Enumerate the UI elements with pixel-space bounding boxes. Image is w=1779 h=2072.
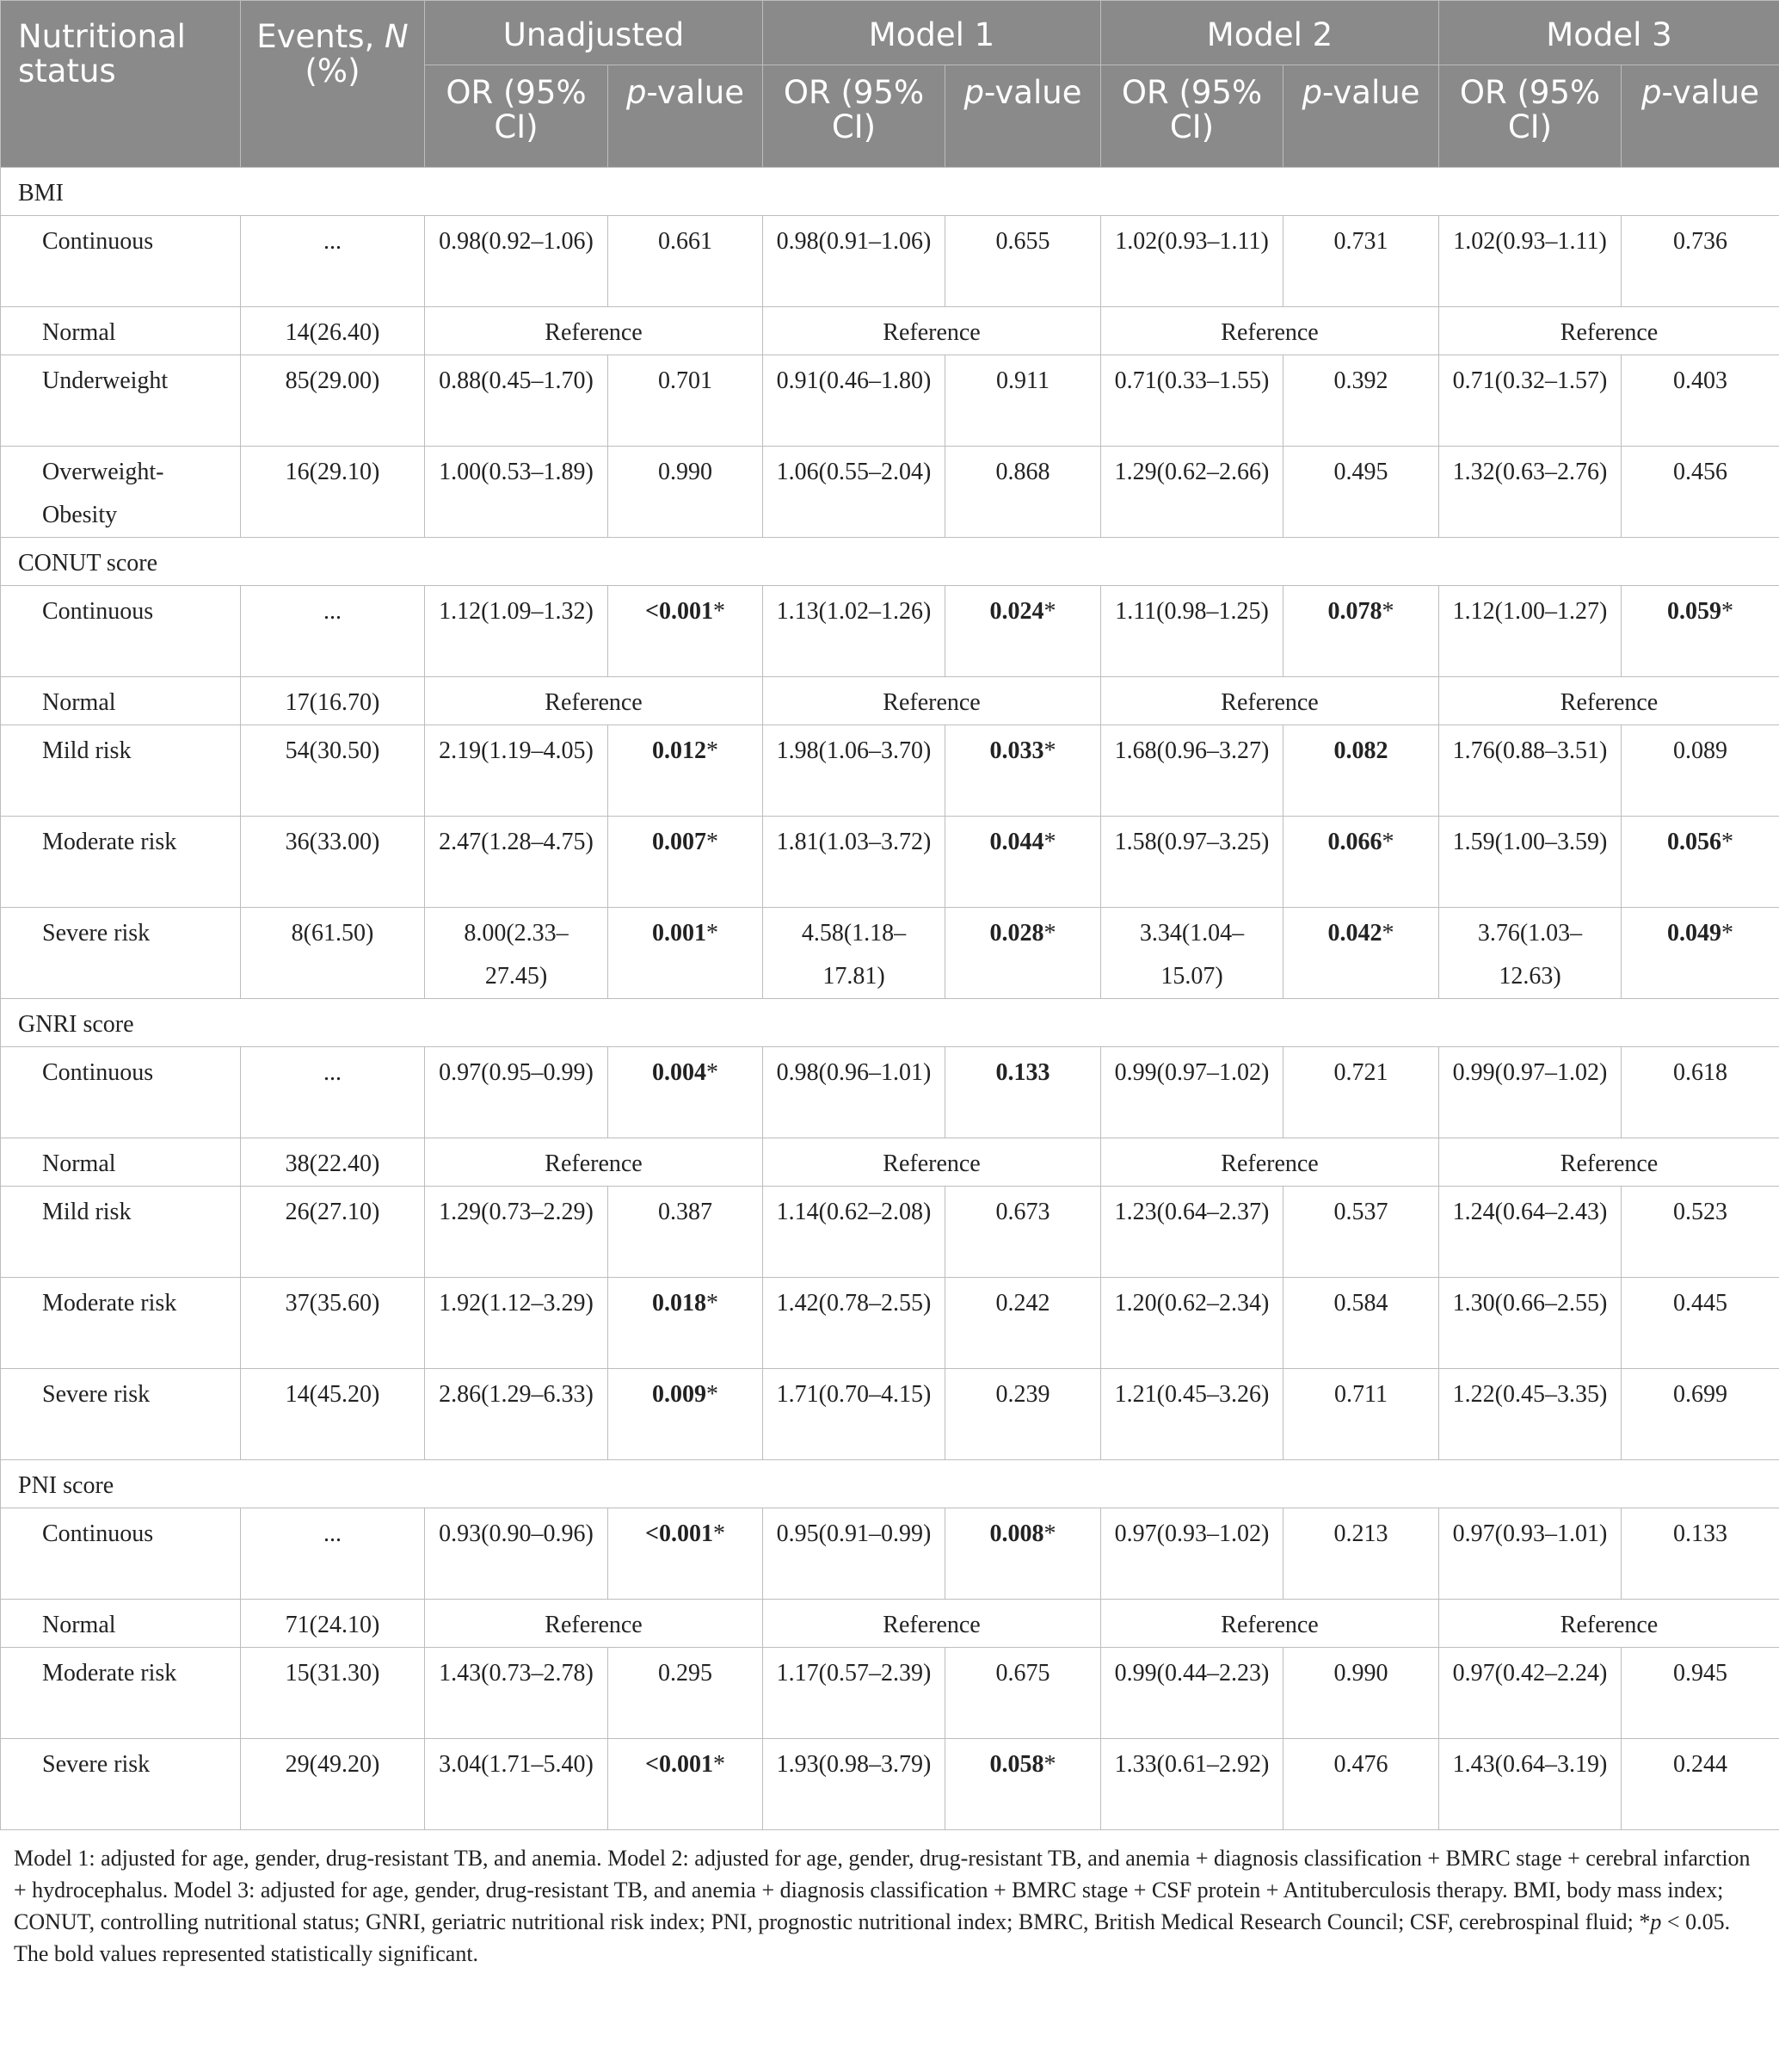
p-value-cell <box>1283 817 1439 908</box>
p-value: 0.042 <box>1327 920 1382 947</box>
or-cell: 0.99(0.97–1.02) <box>1101 1047 1283 1138</box>
p-value-cell <box>1283 908 1439 999</box>
events-cell: 37(35.60) <box>241 1278 425 1369</box>
p-value: 0.059 <box>1667 598 1721 625</box>
or-cell: 0.98(0.91–1.06) <box>763 216 945 307</box>
significance-star: * <box>712 1520 725 1547</box>
significance-star: * <box>1043 1751 1056 1778</box>
table-body <box>1 168 1779 1830</box>
or-cell: 0.98(0.92–1.06) <box>425 216 608 307</box>
header-model-3: Model 3 <box>1439 1 1779 65</box>
p-value: 0.721 <box>1333 1059 1388 1086</box>
events-cell: 26(27.10) <box>241 1187 425 1278</box>
table-row <box>1 1739 1779 1830</box>
p-value: 0.133 <box>1673 1520 1727 1547</box>
events-cell: ... <box>241 586 425 677</box>
p-value-cell <box>1622 817 1779 908</box>
or-cell: 1.93(0.98–3.79) <box>763 1739 945 1830</box>
subheader-p-value: p-value <box>1622 65 1779 168</box>
p-value-cell <box>945 1739 1101 1830</box>
reference-cell: Reference <box>1101 677 1439 725</box>
p-value-cell <box>945 817 1101 908</box>
significance-star: * <box>1382 829 1394 855</box>
subheader-or: OR (95% CI) <box>1101 65 1283 168</box>
events-cell: ... <box>241 1508 425 1600</box>
row-label: Continuous <box>1 216 241 307</box>
reference-cell: Reference <box>1439 1138 1779 1187</box>
significance-star: * <box>706 1290 718 1317</box>
header-model-unadjusted: Unadjusted <box>425 1 763 65</box>
or-cell: 0.71(0.33–1.55) <box>1101 355 1283 447</box>
reference-cell: Reference <box>1439 677 1779 725</box>
events-cell: 15(31.30) <box>241 1648 425 1739</box>
p-value: 0.242 <box>995 1290 1050 1317</box>
or-cell: 0.95(0.91–0.99) <box>763 1508 945 1600</box>
table-row <box>1 1648 1779 1739</box>
p-value-cell <box>945 908 1101 999</box>
p-value-cell <box>608 1648 763 1739</box>
p-value: 0.731 <box>1333 228 1388 255</box>
or-cell: 0.99(0.97–1.02) <box>1439 1047 1622 1138</box>
events-cell: 36(33.00) <box>241 817 425 908</box>
p-value-cell <box>1622 1187 1779 1278</box>
p-value: 0.133 <box>995 1059 1050 1086</box>
p-value-cell <box>1622 1278 1779 1369</box>
reference-cell: Reference <box>1439 1600 1779 1648</box>
p-value-cell <box>608 586 763 677</box>
or-cell: 3.76(1.03–12.63) <box>1439 908 1622 999</box>
p-value: 0.655 <box>995 228 1050 255</box>
table-row <box>1 1047 1779 1138</box>
significance-star: * <box>706 920 718 947</box>
or-cell: 1.02(0.93–1.11) <box>1101 216 1283 307</box>
p-value: 0.392 <box>1333 367 1388 394</box>
events-cell: 54(30.50) <box>241 725 425 817</box>
p-value: 0.056 <box>1667 829 1721 855</box>
row-label: Continuous <box>1 1508 241 1600</box>
or-cell: 1.11(0.98–1.25) <box>1101 586 1283 677</box>
events-cell: 38(22.40) <box>241 1138 425 1187</box>
p-value-cell <box>1283 1187 1439 1278</box>
or-cell: 0.88(0.45–1.70) <box>425 355 608 447</box>
or-cell: 0.98(0.96–1.01) <box>763 1047 945 1138</box>
subheader-p-value: p-value <box>1283 65 1439 168</box>
p-value-cell <box>1283 1369 1439 1460</box>
p-value: 0.456 <box>1673 459 1727 485</box>
reference-cell: Reference <box>1101 1138 1439 1187</box>
or-cell: 1.24(0.64–2.43) <box>1439 1187 1622 1278</box>
p-value-cell <box>945 586 1101 677</box>
significance-star: * <box>1043 829 1056 855</box>
reference-cell: Reference <box>763 1138 1101 1187</box>
p-value-cell <box>1283 1508 1439 1600</box>
p-value: 0.736 <box>1673 228 1727 255</box>
or-cell: 1.13(1.02–1.26) <box>763 586 945 677</box>
header-events: Events, N (%) <box>241 1 425 168</box>
significance-star: * <box>1721 920 1733 947</box>
or-cell: 1.14(0.62–2.08) <box>763 1187 945 1278</box>
or-cell: 1.43(0.73–2.78) <box>425 1648 608 1739</box>
table-row <box>1 908 1779 999</box>
significance-star: * <box>1043 598 1056 625</box>
p-value-cell <box>1283 447 1439 538</box>
significance-star: * <box>706 829 718 855</box>
p-value: 0.584 <box>1333 1290 1388 1317</box>
p-value-cell <box>1622 1739 1779 1830</box>
reference-cell: Reference <box>425 677 763 725</box>
significance-star: * <box>1043 920 1056 947</box>
significance-star: * <box>706 1059 718 1086</box>
significance-star: * <box>706 737 718 764</box>
or-cell: 1.02(0.93–1.11) <box>1439 216 1622 307</box>
significance-star: * <box>712 1751 725 1778</box>
p-value: 0.244 <box>1673 1751 1727 1778</box>
or-cell: 1.32(0.63–2.76) <box>1439 447 1622 538</box>
or-cell: 4.58(1.18–17.81) <box>763 908 945 999</box>
p-value-cell <box>608 725 763 817</box>
or-cell: 0.97(0.93–1.02) <box>1101 1508 1283 1600</box>
p-value: 0.008 <box>989 1520 1044 1547</box>
subheader-or: OR (95% CI) <box>425 65 608 168</box>
p-value: 0.618 <box>1673 1059 1727 1086</box>
p-value: 0.018 <box>652 1290 706 1317</box>
group-row <box>1 168 1779 216</box>
or-cell: 0.71(0.32–1.57) <box>1439 355 1622 447</box>
row-label: Severe risk <box>1 1739 241 1830</box>
or-cell: 1.06(0.55–2.04) <box>763 447 945 538</box>
or-cell: 0.91(0.46–1.80) <box>763 355 945 447</box>
p-value: 0.387 <box>658 1199 712 1225</box>
row-label: Normal <box>1 1138 241 1187</box>
table-row <box>1 447 1779 538</box>
p-value-cell <box>1622 1047 1779 1138</box>
row-label: Normal <box>1 677 241 725</box>
group-title: CONUT score <box>1 538 1779 586</box>
events-cell: 71(24.10) <box>241 1600 425 1648</box>
or-cell: 2.19(1.19–4.05) <box>425 725 608 817</box>
p-value-cell <box>1283 216 1439 307</box>
p-value-cell <box>1283 1278 1439 1369</box>
or-cell: 1.42(0.78–2.55) <box>763 1278 945 1369</box>
or-cell: 1.29(0.62–2.66) <box>1101 447 1283 538</box>
events-cell: 17(16.70) <box>241 677 425 725</box>
row-label: Continuous <box>1 586 241 677</box>
or-cell: 1.43(0.64–3.19) <box>1439 1739 1622 1830</box>
events-cell: 14(45.20) <box>241 1369 425 1460</box>
reference-cell: Reference <box>1101 307 1439 355</box>
p-value-cell <box>608 1278 763 1369</box>
events-cell: ... <box>241 216 425 307</box>
or-cell: 1.58(0.97–3.25) <box>1101 817 1283 908</box>
or-cell: 1.12(1.00–1.27) <box>1439 586 1622 677</box>
p-value: 0.673 <box>995 1199 1050 1225</box>
reference-cell: Reference <box>1101 1600 1439 1648</box>
p-value: 0.044 <box>989 829 1044 855</box>
p-value-cell <box>945 1187 1101 1278</box>
reference-cell: Reference <box>1439 307 1779 355</box>
significance-star: * <box>712 598 725 625</box>
p-value-cell <box>945 1508 1101 1600</box>
or-cell: 1.92(1.12–3.29) <box>425 1278 608 1369</box>
p-value: 0.007 <box>652 829 706 855</box>
p-value-cell <box>945 1278 1101 1369</box>
events-cell: 16(29.10) <box>241 447 425 538</box>
table-row <box>1 1187 1779 1278</box>
reference-cell: Reference <box>763 677 1101 725</box>
table-row <box>1 725 1779 817</box>
row-label: Normal <box>1 1600 241 1648</box>
p-value: 0.239 <box>995 1381 1050 1408</box>
p-value-cell <box>1622 908 1779 999</box>
table-footnote: Model 1: adjusted for age, gender, drug-resistant TB, and anemia. Model 2: adjusted for age, gender, drug-resistant TB, and anemia + diagnosis classification + BMRC stage + cerebral infarction + hydrocephalus. Model 3: adjusted for age, gender, drug-resistant TB, and anemia + diagnosis classification + BMRC stage + CSF protein + Antituberculosis therapy. BMI, body mass index; CONUT, controlling nutritional status; GNRI, geriatric nutritional risk index; PNI, prognostic nutritional index; BMRC, British Medical Research Council; CSF, cerebrospinal fluid; *p < 0.05. The bold values represented statistically significant. <box>14 1846 1751 1966</box>
events-cell: 14(26.40) <box>241 307 425 355</box>
p-value-cell <box>945 725 1101 817</box>
p-value-cell <box>608 1187 763 1278</box>
header-model-2: Model 2 <box>1101 1 1439 65</box>
events-cell: ... <box>241 1047 425 1138</box>
p-value: 0.066 <box>1327 829 1382 855</box>
p-value-cell <box>945 1047 1101 1138</box>
p-value: 0.699 <box>1673 1381 1727 1408</box>
reference-cell: Reference <box>763 307 1101 355</box>
row-label: Moderate risk <box>1 817 241 908</box>
or-cell: 1.21(0.45–3.26) <box>1101 1369 1283 1460</box>
p-value-cell <box>1622 447 1779 538</box>
p-value: 0.711 <box>1334 1381 1388 1408</box>
events-cell: 85(29.00) <box>241 355 425 447</box>
p-value-cell <box>608 817 763 908</box>
or-cell: 1.17(0.57–2.39) <box>763 1648 945 1739</box>
p-value-cell <box>1622 355 1779 447</box>
p-value: <0.001 <box>645 1520 713 1547</box>
p-value: 0.911 <box>996 367 1050 394</box>
p-value-cell <box>608 1739 763 1830</box>
or-cell: 1.22(0.45–3.35) <box>1439 1369 1622 1460</box>
p-value: 0.403 <box>1673 367 1727 394</box>
group-row <box>1 999 1779 1047</box>
p-value-cell <box>608 216 763 307</box>
p-value: 0.082 <box>1333 737 1388 764</box>
or-cell: 1.81(1.03–3.72) <box>763 817 945 908</box>
reference-cell: Reference <box>425 307 763 355</box>
reference-cell: Reference <box>763 1600 1101 1648</box>
p-value: 0.445 <box>1673 1290 1727 1317</box>
p-value-cell <box>1622 216 1779 307</box>
events-cell: 29(49.20) <box>241 1739 425 1830</box>
row-label: Underweight <box>1 355 241 447</box>
subheader-or: OR (95% CI) <box>763 65 945 168</box>
row-label: Moderate risk <box>1 1278 241 1369</box>
or-cell: 1.33(0.61–2.92) <box>1101 1739 1283 1830</box>
p-value: 0.945 <box>1673 1660 1727 1687</box>
or-cell: 1.00(0.53–1.89) <box>425 447 608 538</box>
table-row <box>1 1369 1779 1460</box>
significance-star: * <box>1721 598 1733 625</box>
or-cell: 2.86(1.29–6.33) <box>425 1369 608 1460</box>
or-cell: 1.59(1.00–3.59) <box>1439 817 1622 908</box>
significance-star: * <box>1043 737 1056 764</box>
table-header <box>1 1 1779 168</box>
p-value-cell <box>608 355 763 447</box>
or-cell: 1.30(0.66–2.55) <box>1439 1278 1622 1369</box>
p-value: 0.078 <box>1327 598 1382 625</box>
p-value: 0.012 <box>652 737 706 764</box>
or-cell: 0.97(0.42–2.24) <box>1439 1648 1622 1739</box>
p-value-cell <box>1283 725 1439 817</box>
or-cell: 0.97(0.93–1.01) <box>1439 1508 1622 1600</box>
row-label: Severe risk <box>1 908 241 999</box>
p-value-cell <box>945 355 1101 447</box>
table-row <box>1 216 1779 307</box>
events-cell: 8(61.50) <box>241 908 425 999</box>
or-cell: 2.47(1.28–4.75) <box>425 817 608 908</box>
p-value: 0.024 <box>989 598 1044 625</box>
p-value: 0.868 <box>995 459 1050 485</box>
group-title: GNRI score <box>1 999 1779 1047</box>
p-value-cell <box>1283 1047 1439 1138</box>
or-cell: 3.34(1.04–15.07) <box>1101 908 1283 999</box>
or-cell: 1.12(1.09–1.32) <box>425 586 608 677</box>
p-value: <0.001 <box>645 1751 713 1778</box>
or-cell: 0.93(0.90–0.96) <box>425 1508 608 1600</box>
table-row <box>1 1278 1779 1369</box>
significance-star: * <box>1043 1520 1056 1547</box>
p-value-cell <box>945 216 1101 307</box>
p-value: 0.990 <box>658 459 712 485</box>
or-cell: 1.23(0.64–2.37) <box>1101 1187 1283 1278</box>
p-value-cell <box>1622 1369 1779 1460</box>
row-label: Continuous <box>1 1047 241 1138</box>
row-label: Normal <box>1 307 241 355</box>
p-value: 0.537 <box>1333 1199 1388 1225</box>
p-value-cell <box>1283 1648 1439 1739</box>
p-value-cell <box>945 447 1101 538</box>
p-value-cell <box>608 908 763 999</box>
table-row <box>1 1508 1779 1600</box>
or-cell: 1.29(0.73–2.29) <box>425 1187 608 1278</box>
reference-cell: Reference <box>425 1138 763 1187</box>
p-value: 0.001 <box>652 920 706 947</box>
subheader-or: OR (95% CI) <box>1439 65 1622 168</box>
p-value: 0.295 <box>658 1660 712 1687</box>
or-cell: 1.76(0.88–3.51) <box>1439 725 1622 817</box>
or-cell: 1.68(0.96–3.27) <box>1101 725 1283 817</box>
p-value-cell <box>1622 1648 1779 1739</box>
p-value-cell <box>1622 1508 1779 1600</box>
or-cell: 1.71(0.70–4.15) <box>763 1369 945 1460</box>
row-label: Overweight-Obesity <box>1 447 241 538</box>
p-value-cell <box>1283 1739 1439 1830</box>
subheader-p-value: p-value <box>608 65 763 168</box>
p-value-cell <box>1283 586 1439 677</box>
row-label: Mild risk <box>1 725 241 817</box>
p-value: 0.701 <box>658 367 712 394</box>
p-value: 0.058 <box>989 1751 1044 1778</box>
or-cell: 1.20(0.62–2.34) <box>1101 1278 1283 1369</box>
p-value: 0.028 <box>989 920 1044 947</box>
p-value-cell <box>608 1047 763 1138</box>
header-nutritional-status: Nutritional status <box>1 1 241 168</box>
or-cell: 3.04(1.71–5.40) <box>425 1739 608 1830</box>
p-value-cell <box>1622 586 1779 677</box>
p-value-cell <box>945 1648 1101 1739</box>
p-value-cell <box>608 1369 763 1460</box>
p-value-cell <box>1622 725 1779 817</box>
p-value-cell <box>945 1369 1101 1460</box>
p-value-cell <box>608 447 763 538</box>
p-value: 0.661 <box>658 228 712 255</box>
header-model-1: Model 1 <box>763 1 1101 65</box>
p-value: 0.049 <box>1667 920 1721 947</box>
table-row <box>1 586 1779 677</box>
table-row <box>1 355 1779 447</box>
table-row <box>1 677 1779 725</box>
p-value: 0.523 <box>1673 1199 1727 1225</box>
group-row <box>1 538 1779 586</box>
table-row <box>1 307 1779 355</box>
or-cell: 1.98(1.06–3.70) <box>763 725 945 817</box>
or-cell: 0.99(0.44–2.23) <box>1101 1648 1283 1739</box>
table-row <box>1 1600 1779 1648</box>
p-value-cell <box>608 1508 763 1600</box>
row-label: Mild risk <box>1 1187 241 1278</box>
or-cell: 8.00(2.33–27.45) <box>425 908 608 999</box>
table-row <box>1 817 1779 908</box>
significance-star: * <box>1382 598 1394 625</box>
group-title: PNI score <box>1 1460 1779 1508</box>
p-value: <0.001 <box>645 598 713 625</box>
row-label: Moderate risk <box>1 1648 241 1739</box>
row-label: Severe risk <box>1 1369 241 1460</box>
p-value: 0.009 <box>652 1381 706 1408</box>
significance-star: * <box>1721 829 1733 855</box>
p-value: 0.033 <box>989 737 1044 764</box>
reference-cell: Reference <box>425 1600 763 1648</box>
group-row <box>1 1460 1779 1508</box>
group-title: BMI <box>1 168 1779 216</box>
or-cell: 0.97(0.95–0.99) <box>425 1047 608 1138</box>
significance-star: * <box>1382 920 1394 947</box>
p-value-cell <box>1283 355 1439 447</box>
p-value: 0.004 <box>652 1059 706 1086</box>
p-value: 0.990 <box>1333 1660 1388 1687</box>
table-row <box>1 1138 1779 1187</box>
p-value: 0.675 <box>995 1660 1050 1687</box>
significance-star: * <box>706 1381 718 1408</box>
p-value: 0.476 <box>1333 1751 1388 1778</box>
p-value: 0.089 <box>1673 737 1727 764</box>
subheader-p-value: p-value <box>945 65 1101 168</box>
p-value: 0.213 <box>1333 1520 1388 1547</box>
p-value: 0.495 <box>1333 459 1388 485</box>
